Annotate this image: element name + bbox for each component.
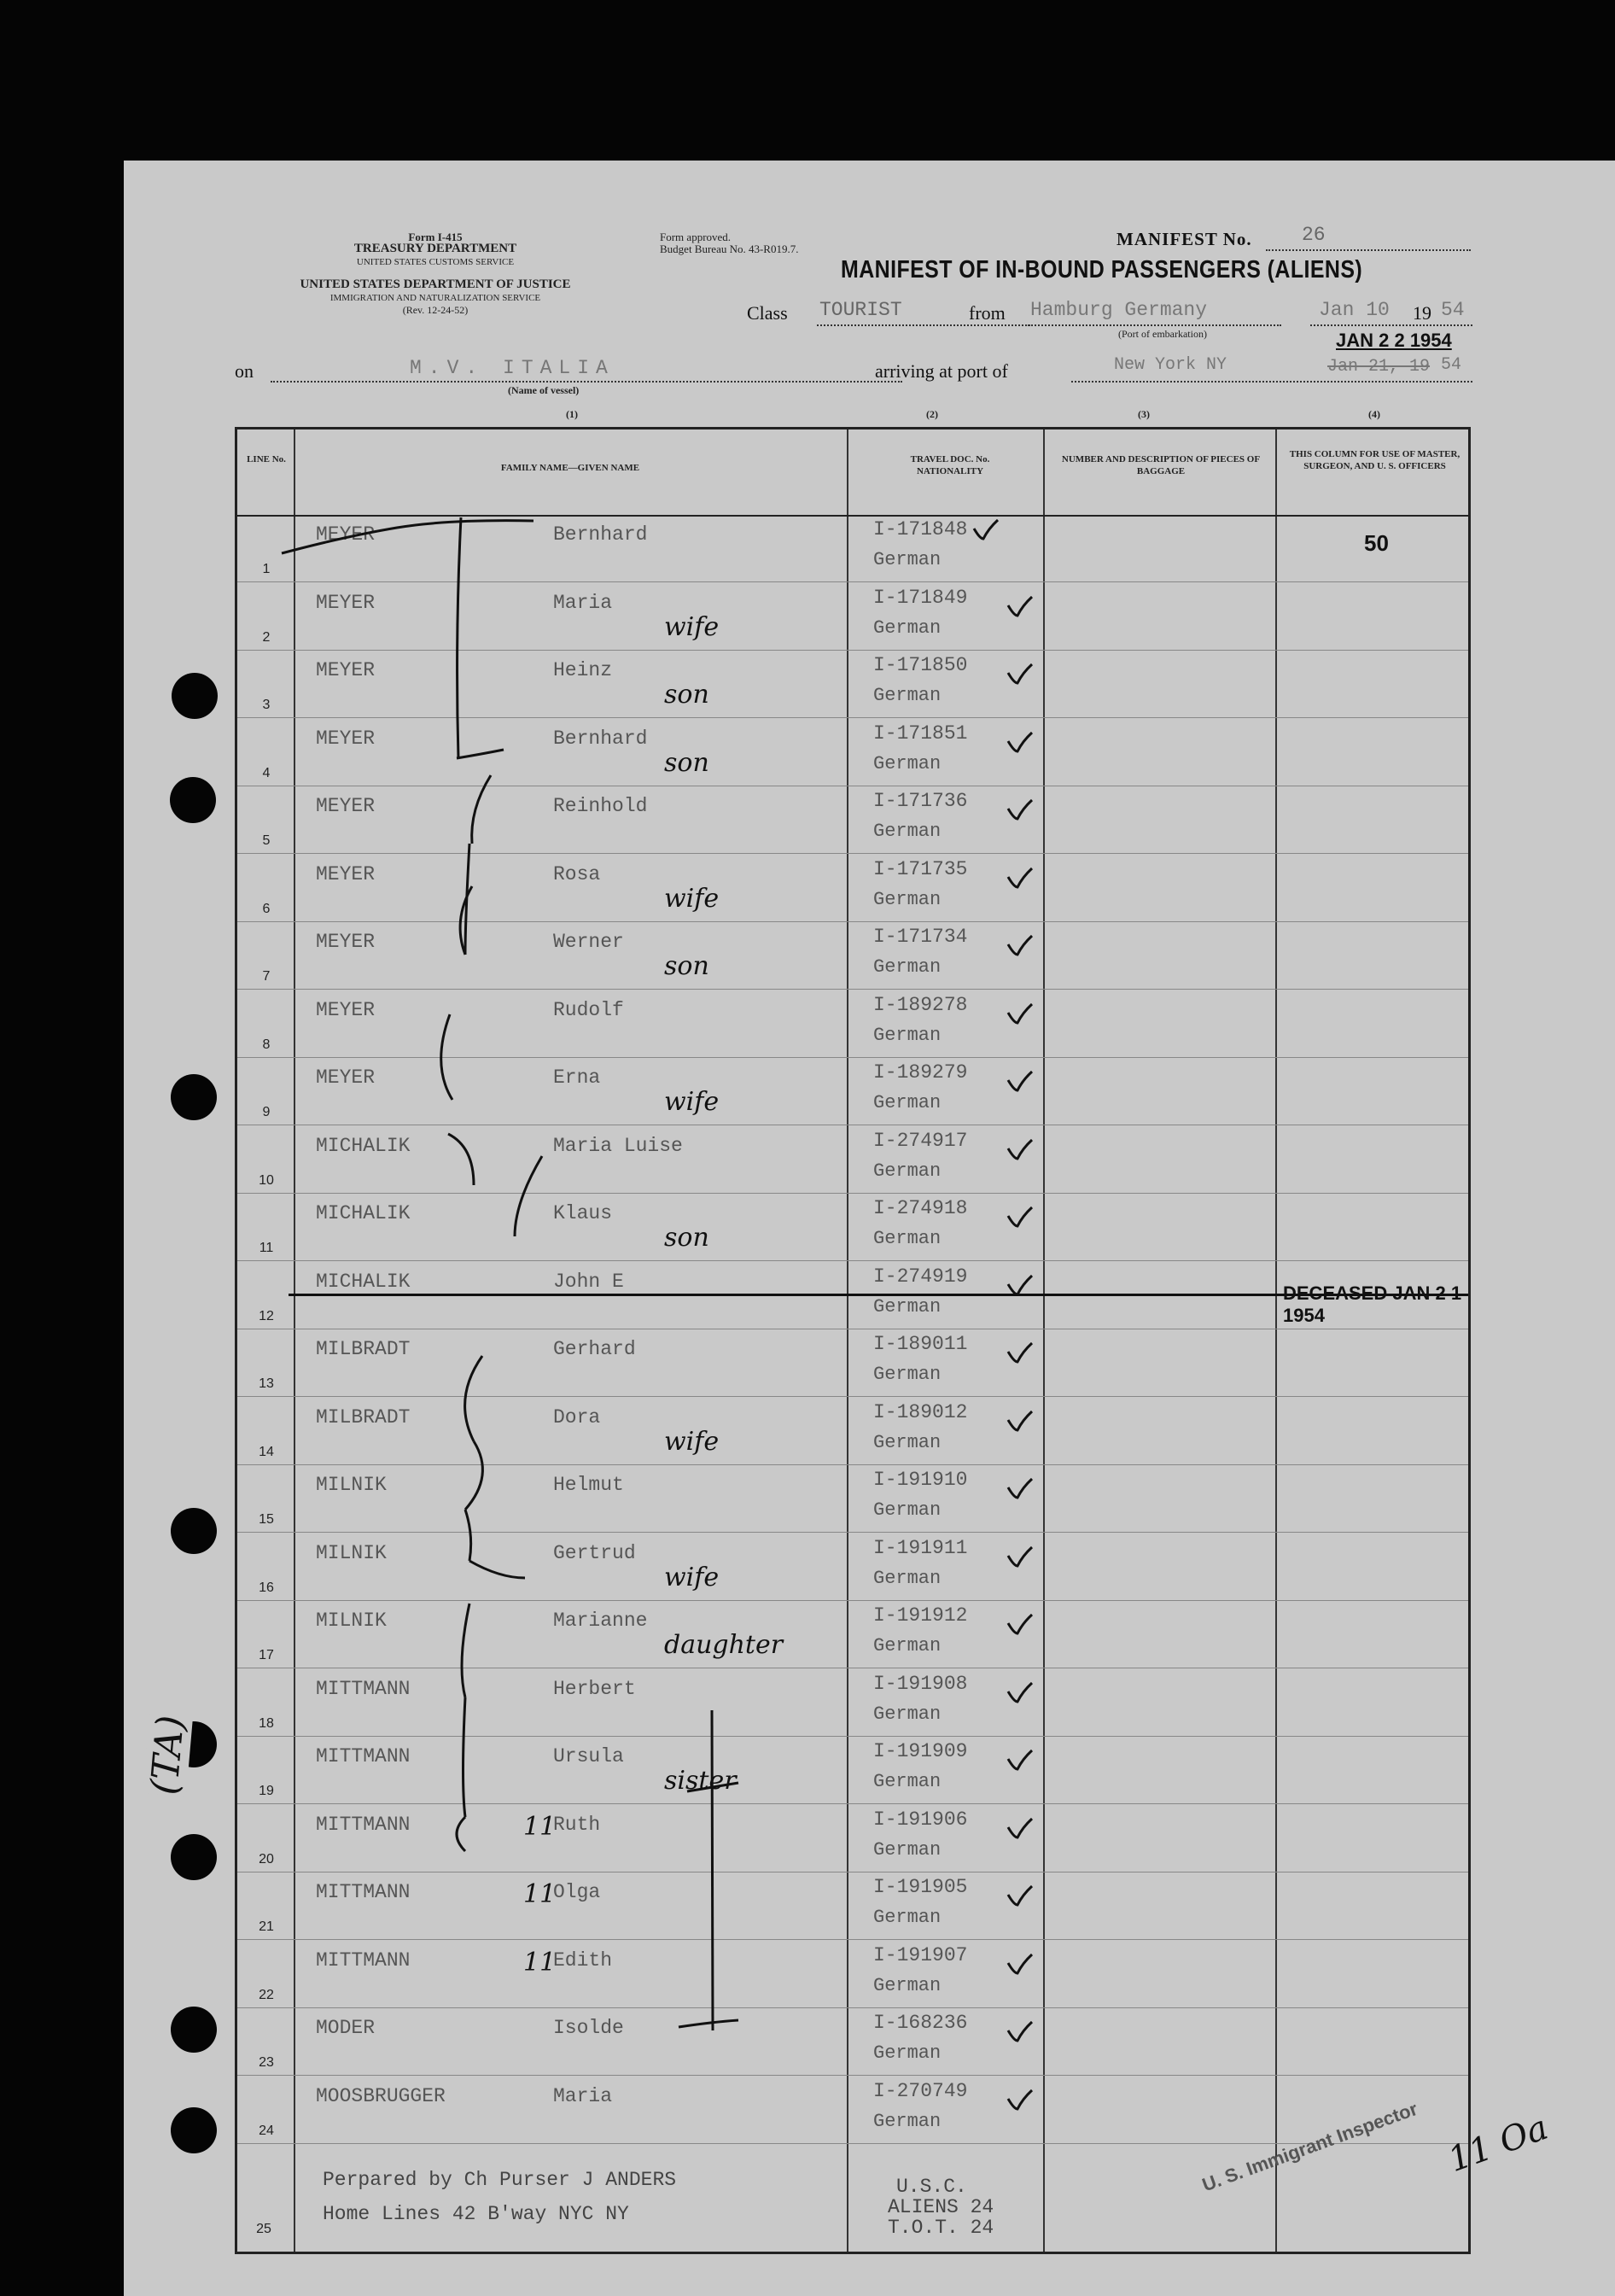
given-name: Ruth [553,1813,601,1836]
table-row [237,990,1468,1058]
checkmark-icon [1006,1340,1035,1365]
table-row [237,515,1468,582]
nationality: German [873,1771,942,1792]
line-number: 13 [259,1376,274,1391]
col-number-2: (2) [926,408,938,420]
given-name: Helmut [553,1474,624,1496]
family-name: MEYER [316,1066,376,1089]
travel-doc-number: I-191911 [873,1536,968,1559]
relationship-note: wife [664,1426,720,1457]
line-number: 6 [262,901,271,916]
family-name: MEYER [316,523,376,546]
budget-bureau: Budget Bureau No. 43-R019.7. [660,242,799,255]
usc-label: U.S.C. [896,2176,967,2198]
vessel-name: M.V. ITALIA [410,357,615,379]
port-of-embarkation: Hamburg Germany [1030,299,1208,321]
line-number: 16 [259,1580,274,1595]
checkmark-icon [1006,1544,1035,1569]
line-number: 10 [259,1172,274,1188]
given-name: Bernhard [553,523,648,546]
revision: (Rev. 12-24-52) [402,304,469,316]
table-row [237,583,1468,651]
table-row [237,2077,1468,2144]
given-name: Dora [553,1405,601,1428]
travel-doc-number: I-191907 [873,1943,968,1966]
travel-doc-number: I-191912 [873,1604,968,1627]
family-name: MITTMANN [316,1745,411,1767]
nationality: German [873,1907,942,1928]
table-row [237,1194,1468,1261]
travel-doc-number: I-189279 [873,1061,968,1084]
line-number: 23 [259,2055,274,2070]
header-name: FAMILY NAME—GIVEN NAME [500,463,640,473]
inspector-stamp: U. S. Immigrant Inspector [1199,2097,1420,2196]
checkmark-icon [1006,593,1035,619]
customs-service: UNITED STATES CUSTOMS SERVICE [356,257,515,267]
given-name: Marianne [553,1610,648,1632]
travel-doc-number: I-171736 [873,790,968,812]
travel-doc-number: I-191908 [873,1672,968,1695]
given-name: John E [553,1270,624,1293]
checkmark-icon [1006,1136,1035,1162]
line-number: 7 [262,969,271,984]
manifest-page [124,161,1615,2296]
checkmark-icon [1006,729,1035,755]
table-row [237,786,1468,854]
family-name: MILNIK [316,1474,387,1496]
nationality: German [873,1499,942,1521]
nationality: German [873,821,942,842]
line-number: 24 [259,2123,274,2138]
nationality: German [873,2042,942,2064]
relationship-note: wife [664,1087,720,1117]
travel-doc-number: I-171735 [873,857,968,880]
family-name: MITTMANN [316,1881,411,1903]
table-row [237,922,1468,990]
travel-doc-number: I-168236 [873,2012,968,2034]
given-name: Olga [553,1881,601,1903]
class-label: Class [747,302,788,324]
line-number: 12 [259,1308,274,1323]
given-name: Isolde [553,2017,624,2039]
given-name: Maria [553,591,613,614]
relationship-note: wife [664,611,720,642]
travel-doc-number: I-171848 [873,518,968,540]
family-name: MILNIK [316,1610,387,1632]
family-name: MEYER [316,659,376,681]
table-row [237,1805,1468,1872]
relationship-note: 11 [523,1879,557,1909]
travel-doc-number: I-274917 [873,1129,968,1152]
travel-doc-number: I-191906 [873,1808,968,1831]
line-number: 3 [262,698,271,712]
given-name: Bernhard [553,727,648,750]
strike-through [289,1294,1468,1296]
family-name: MEYER [316,998,376,1021]
nationality: German [873,1228,942,1249]
family-name: MEYER [316,862,376,885]
nationality: German [873,685,942,706]
doj: UNITED STATES DEPARTMENT OF JUSTICE [300,278,571,291]
line-number: 17 [259,1648,274,1662]
relationship-note: son [664,951,709,981]
line-number: 2 [262,629,271,645]
given-name: Maria Luise [553,1134,683,1157]
punch-hole [171,1508,217,1554]
line-number: 4 [262,765,271,780]
family-name: MITTMANN [316,1948,411,1972]
travel-doc-number: I-191910 [873,1469,968,1491]
line-number: 21 [259,1919,274,1934]
relationship-note: wife [664,883,720,914]
table-row [237,855,1468,922]
nationality: German [873,1092,942,1113]
family-name: MICHALIK [316,1270,411,1293]
family-name: MEYER [316,931,376,953]
punch-hole [172,673,218,719]
punch-hole [171,2107,217,2153]
family-name: MEYER [316,795,376,817]
given-name: Gertrud [553,1541,636,1564]
travel-doc-number: I-171849 [873,586,968,609]
table-row [237,1872,1468,1940]
family-name: MEYER [316,727,376,750]
table-row [237,1737,1468,1804]
form-number: Form I-415 [408,231,463,243]
class-value: TOURIST [819,299,902,321]
nationality: German [873,1024,942,1046]
header-officers: THIS COLUMN FOR USE OF MASTER, SURGEON, AND U. S. OFFICERS [1289,449,1460,471]
nationality: German [873,1635,942,1656]
family-name: MILNIK [316,1541,387,1564]
line-number: 15 [259,1512,274,1527]
nationality: German [873,1295,942,1317]
nationality: German [873,1431,942,1453]
family-name: MEYER [316,591,376,614]
col-number-4: (4) [1368,408,1380,420]
relationship-note: son [664,1223,709,1253]
relationship-note: daughter [664,1630,784,1660]
table-row [237,1941,1468,2008]
aliens-count: ALIENS 24 [888,2196,994,2218]
table-row [237,1398,1468,1465]
header-line-no: LINE No. [247,454,286,464]
travel-doc-number: I-274919 [873,1265,968,1288]
line-number-25: 25 [256,2222,271,2236]
table-row [237,1601,1468,1668]
nationality: German [873,1567,942,1589]
nationality: German [873,1703,942,1725]
checkmark-icon [1006,797,1035,822]
relationship-note: 11 [523,1811,557,1842]
nationality: German [873,549,942,570]
given-name: Heinz [553,659,613,681]
given-name: Herbert [553,1677,636,1700]
given-name: Gerhard [553,1338,636,1360]
nationality: German [873,956,942,978]
manifest-number: 26 [1302,224,1326,246]
given-name: Edith [553,1948,613,1972]
checkmark-icon [1006,1747,1035,1773]
table-row [237,1126,1468,1194]
given-name: Rosa [553,862,601,885]
shipping-line: Home Lines 42 B'way NYC NY [323,2203,629,2225]
table-row [237,651,1468,718]
punch-hole [170,777,216,823]
table-row [237,1669,1468,1737]
checkmark-icon [1006,932,1035,958]
checkmark-icon [1006,1068,1035,1094]
nationality: German [873,2110,942,2132]
family-name: MOOSBRUGGER [316,2084,446,2107]
nationality: German [873,1160,942,1182]
inspector-signature-code: 11 Oa [1443,2107,1554,2181]
given-name: Erna [553,1066,601,1089]
checkmark-icon [1006,2018,1035,2044]
family-name: MITTMANN [316,1677,411,1700]
total-count: T.O.T. 24 [888,2217,994,2239]
travel-doc-number: I-191905 [873,1876,968,1898]
checkmark-icon [1006,1883,1035,1908]
document-title: MANIFEST OF IN-BOUND PASSENGERS (ALIENS) [841,256,1363,283]
nationality: German [873,1974,942,1996]
table-row [237,1534,1468,1601]
departure-year-prefix: 19 [1413,302,1431,324]
arrival-year: 54 [1441,355,1462,375]
col-number-1: (1) [566,408,578,420]
nationality: German [873,1838,942,1861]
family-name: MILBRADT [316,1405,411,1428]
relationship-note: son [664,680,709,710]
punch-hole [171,2007,217,2053]
relationship-note: son [664,747,709,778]
family-name: MITTMANN [316,1813,411,1836]
form-approved: Form approved. [660,231,732,243]
departure-year: 54 [1441,299,1465,321]
line-number: 5 [262,833,271,848]
line-number: 11 [259,1241,274,1255]
line-number: 8 [262,1037,271,1052]
given-name: Reinhold [553,795,648,817]
travel-doc-number: I-189011 [873,1333,968,1355]
on-label: on [235,360,254,382]
officer-remark: 1954 [1283,1304,1325,1326]
ta-note: (TA) [143,1713,193,1797]
passenger-table [235,427,1471,2254]
from-label: from [969,302,1006,324]
vessel-label: (Name of vessel) [508,384,580,396]
travel-doc-number: I-171850 [873,654,968,676]
family-name: MODER [316,2017,376,2039]
family-name: MICHALIK [316,1202,411,1224]
table-row [237,719,1468,786]
relationship-note: sister [664,1766,737,1796]
ins: IMMIGRATION AND NATURALIZATION SERVICE [329,293,541,303]
line-number: 20 [259,1851,274,1867]
travel-doc-number: I-189012 [873,1400,968,1423]
given-name: Rudolf [553,998,624,1021]
travel-doc-number: I-171734 [873,926,968,948]
arrival-date-struck: Jan 21, 19 [1327,357,1431,377]
col-number-3: (3) [1138,408,1150,420]
travel-doc-number: I-171851 [873,722,968,745]
checkmark-icon [1006,1815,1035,1841]
arrival-port: New York NY [1114,355,1227,375]
checkmark-icon [1006,1408,1035,1434]
line-number: 22 [259,1987,274,2002]
checkmark-icon [971,517,1000,542]
given-name: Maria [553,2084,613,2107]
line-number: 9 [262,1105,271,1119]
table-row [237,1329,1468,1397]
table-row [237,1465,1468,1533]
travel-doc-number: I-270749 [873,2079,968,2102]
checkmark-icon [1006,1001,1035,1026]
travel-doc-number: I-191909 [873,1740,968,1762]
nationality: German [873,888,942,910]
table-row [237,1058,1468,1125]
table-row [237,2008,1468,2076]
checkmark-icon [1006,1204,1035,1230]
officer-remark: 50 [1364,530,1389,556]
punch-hole [171,1834,217,1880]
manifest-label: MANIFEST No. [1117,229,1252,249]
checkmark-icon [1006,1611,1035,1637]
departure-date: Jan 10 [1319,299,1390,321]
arrival-date-stamp: JAN 2 2 1954 [1336,330,1452,351]
family-name: MICHALIK [316,1134,411,1157]
given-name: Ursula [553,1745,624,1767]
checkmark-icon [1006,1680,1035,1705]
travel-doc-number: I-189278 [873,993,968,1016]
line-number: 14 [259,1444,274,1459]
checkmark-icon [1006,1475,1035,1501]
header-baggage: NUMBER AND DESCRIPTION OF PIECES OF BAGGAGE [1061,454,1261,476]
nationality: German [873,616,942,639]
line-number: 19 [259,1784,274,1798]
family-name: MILBRADT [316,1338,411,1360]
given-name: Werner [553,931,624,953]
header-travel-doc: TRAVEL DOC. No. NATIONALITY [910,454,990,476]
prepared-by: Perpared by Ch Purser J ANDERS [323,2169,677,2191]
given-name: Klaus [553,1202,613,1224]
table-row [237,1262,1468,1329]
checkmark-icon [1006,2087,1035,2112]
checkmark-icon [1006,661,1035,686]
treasury-dept: TREASURY DEPARTMENT [353,242,517,255]
nationality: German [873,1364,942,1385]
nationality: German [873,752,942,774]
checkmark-icon [1006,1272,1035,1298]
line-number: 18 [259,1715,274,1731]
line-number: 1 [262,562,271,576]
checkmark-icon [1006,1951,1035,1977]
arriving-label: arriving at port of [875,360,1008,382]
checkmark-icon [1006,865,1035,891]
punch-hole [171,1074,217,1120]
travel-doc-number: I-274918 [873,1197,968,1219]
relationship-note: wife [664,1562,720,1592]
relationship-note: 11 [523,1947,557,1978]
port-label: (Port of embarkation) [1118,328,1207,340]
